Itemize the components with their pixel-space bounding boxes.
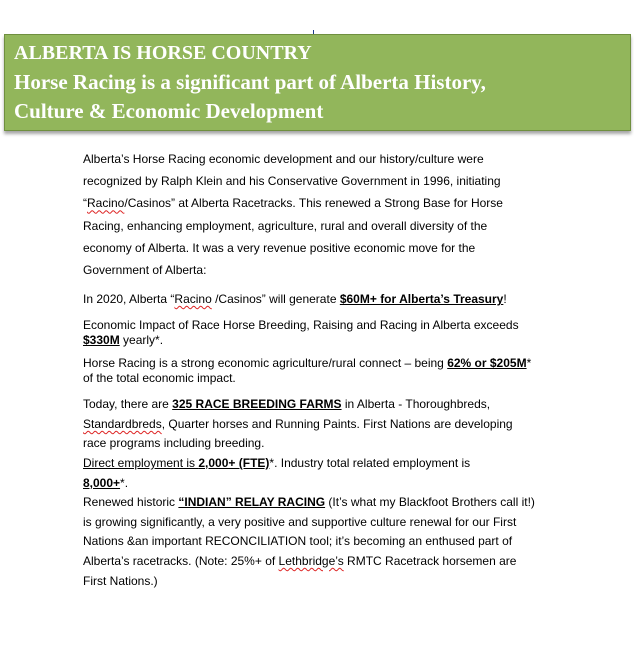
employment-highlight: 2,000+ (FTE) bbox=[198, 456, 270, 470]
intro-line: recognized by Ralph Klein and his Conservative Government in 1996, initiating bbox=[83, 174, 501, 189]
relay-text: First Nations.) bbox=[83, 573, 158, 588]
banner-title: ALBERTA IS HORSE COUNTRY bbox=[14, 42, 312, 64]
title-banner bbox=[4, 34, 631, 131]
intro-line: economy of Alberta. It was a very revenue positive economic move for the bbox=[83, 240, 476, 255]
agriculture-text: Horse Racing is a strong economic agriculture/rural connect – being bbox=[83, 356, 448, 371]
employment-text: *. bbox=[120, 475, 129, 490]
document-body bbox=[83, 148, 563, 591]
relay-text: (It’s what my Blackfoot Brothers call it!) bbox=[325, 495, 535, 510]
treasury-text: ! bbox=[503, 292, 507, 307]
economic-impact-text: Economic Impact of Race Horse Breeding, Raising and Racing in Alberta exceeds bbox=[83, 318, 519, 333]
relay-text: Nations &an important RECONCILIATION tool; it’s becoming an enthused part of bbox=[83, 534, 513, 549]
relay-text: RMTC Racetrack horsemen are bbox=[343, 553, 517, 568]
banner-subtitle-line1: Horse Racing is a significant part of Alberta History, bbox=[14, 70, 486, 94]
intro-quote: “ bbox=[83, 196, 87, 211]
agriculture-text: * bbox=[526, 356, 532, 371]
treasury-highlight: $60M+ for Alberta’s Treasury bbox=[339, 292, 504, 307]
relay-text: is growing significantly, a very positive and supportive culture renewal for our First bbox=[83, 514, 517, 529]
breeding-text: , Quarter horses and Running Paints. First Nations are developing bbox=[161, 416, 513, 431]
economic-impact-highlight: $330M bbox=[83, 333, 120, 348]
total-employment-highlight: 8,000+ bbox=[83, 475, 121, 490]
breeding-text: Today, there are bbox=[83, 397, 173, 412]
lethbridge-word: Lethbridge’s bbox=[278, 553, 344, 568]
agriculture-paragraph bbox=[83, 356, 563, 386]
banner-subtitle-line2: Culture & Economic Development bbox=[14, 99, 324, 123]
standardbreds-word: Standardbreds bbox=[83, 416, 162, 431]
relay-highlight: “INDIAN” RELAY RACING bbox=[178, 495, 326, 510]
employment-text: *. Industry total related employment is bbox=[269, 456, 471, 470]
economic-impact-text: yearly*. bbox=[119, 333, 164, 348]
employment-text: Direct employment is bbox=[83, 456, 199, 470]
intro-paragraph bbox=[83, 148, 563, 281]
racino-word: Racino bbox=[87, 196, 125, 211]
agriculture-text: of the total economic impact. bbox=[83, 371, 236, 386]
relay-text: Alberta’s racetracks. (Note: 25%+ of bbox=[83, 553, 279, 568]
treasury-paragraph bbox=[83, 292, 563, 307]
breeding-farms-paragraph bbox=[83, 395, 563, 591]
intro-line: Government of Alberta: bbox=[83, 263, 207, 278]
economic-impact-paragraph bbox=[83, 318, 563, 348]
breeding-text: race programs including breeding. bbox=[83, 436, 265, 451]
breeding-highlight: 325 RACE BREEDING FARMS bbox=[172, 397, 342, 412]
breeding-text: in Alberta - Thoroughbreds, bbox=[341, 397, 491, 412]
intro-line: Alberta’s Horse Racing economic development and our history/culture were bbox=[83, 152, 484, 166]
treasury-text: /Casinos” will generate bbox=[211, 292, 340, 307]
intro-line: /Casinos” at Alberta Racetracks. This renewed a Strong Base for Horse bbox=[124, 196, 503, 211]
racino-word: Racino bbox=[174, 292, 212, 307]
intro-line: Racing, enhancing employment, agriculture, rural and overall diversity of the bbox=[83, 218, 488, 233]
treasury-text: In 2020, Alberta “ bbox=[83, 292, 175, 307]
agriculture-highlight: 62% or $205M bbox=[447, 356, 527, 371]
relay-text: Renewed historic bbox=[83, 495, 179, 510]
